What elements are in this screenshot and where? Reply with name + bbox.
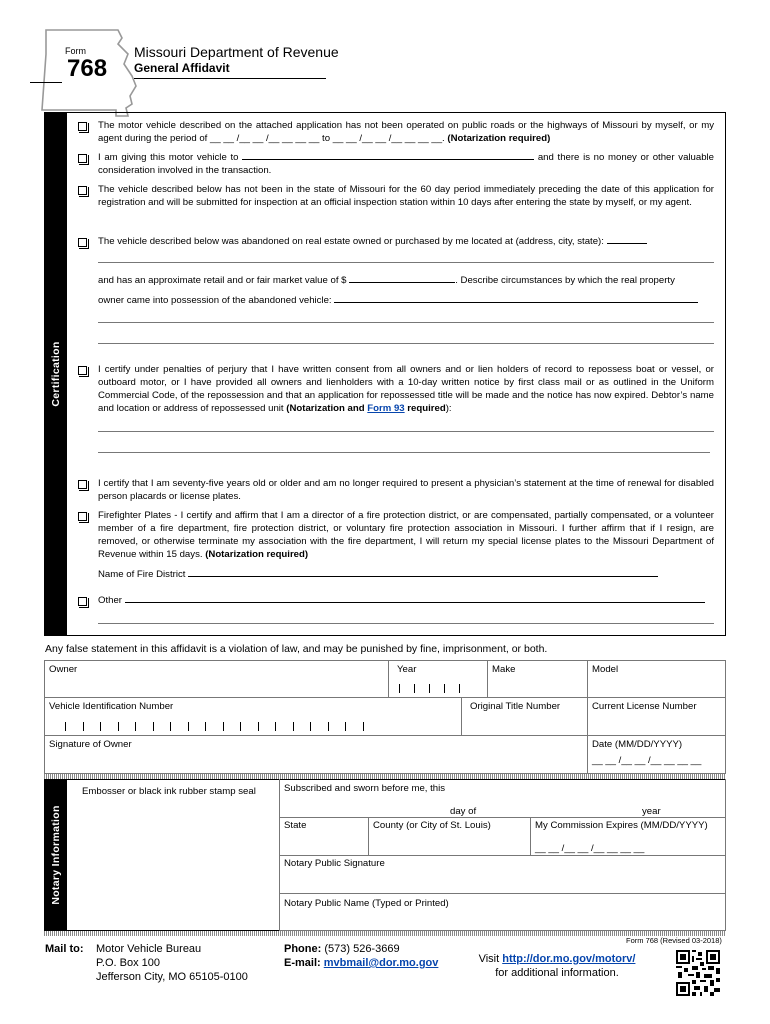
certification-band [44, 112, 67, 636]
fire-district-label: Name of Fire District [98, 569, 186, 580]
item-not-operated [98, 119, 714, 145]
circumstances-line-1[interactable] [98, 322, 714, 323]
fire-district-field[interactable] [188, 568, 658, 577]
market-value-field[interactable] [349, 274, 455, 283]
visit-label: Visit [478, 953, 500, 965]
contact-info [284, 942, 438, 970]
owner-text: owner came into possession of the abandoned vehicle: [98, 295, 332, 306]
owner-signature-cell[interactable] [44, 735, 588, 774]
false-statement-warning: Any false statement in this affidavit is a violation of law, and may be punished by fine, imprisonment, or both. [45, 643, 548, 655]
current-license-label: Current License Number [592, 701, 697, 712]
checkbox-seventy-five[interactable] [78, 480, 87, 489]
item-gift-text-b: and there is no money or other valuable consideration involved in the transaction. [98, 152, 715, 176]
vin-label: Vehicle Identification Number [49, 701, 174, 712]
item-repossession-text: I certify under penalties of perjury that I have written consent from all owners and or lien holders of record to repossess boat or vessel, or outboard motor, or I have provided all owners and lienholders with a 10-day written notice by first class mail or as outlined in the Uniform Commercial Code, of the repossession and that an application for repossessed title will be made and the notice has now expired. Debtor’s name and location or address of repossessed unit [98, 364, 714, 414]
checkbox-repossession[interactable] [78, 366, 87, 375]
form-title: General Affidavit [134, 61, 230, 75]
checkbox-not-operated[interactable] [78, 122, 87, 131]
checkbox-other[interactable] [78, 597, 87, 606]
other-row [98, 594, 714, 607]
repossession-note-b: required [407, 403, 446, 414]
owner-label: Owner [49, 664, 78, 675]
item-gift-text-a: I am giving this motor vehicle to [98, 152, 239, 163]
item-seventy-five: I certify that I am seventy-five years old or older and am no longer required to present a physician’s statement at the time of renewal for disabled person placards or license plates. [98, 478, 714, 502]
item-not-operated-text: The motor vehicle described on the attached application has not been operated on public roads or the highways of Missouri by myself, or my agent during the period of __ __ /__ __ /__ __ __ __ to __ __ /__ __ /__ __ __ __. [98, 120, 714, 144]
checkbox-firefighter[interactable] [78, 512, 87, 521]
other-line[interactable] [98, 623, 714, 624]
state-cell[interactable] [279, 817, 369, 856]
subscribed-label: Subscribed and sworn before me, this [284, 783, 446, 794]
value-text-a: and has an approximate retail and or fair market value of $ [98, 275, 347, 286]
model-label: Model [592, 664, 619, 675]
form-label: Form [65, 46, 86, 56]
item-abandoned-text: The vehicle described below was abandoned on real estate owned or purchased by me located at (address, city, state): [98, 236, 604, 247]
date-label: Date (MM/DD/YYYY) [592, 739, 683, 750]
vin-cell[interactable] [44, 697, 462, 736]
address-line-2: P.O. Box 100 [96, 957, 161, 969]
notary-label: Notary Information [49, 805, 62, 905]
title-rule [134, 78, 326, 79]
day-of-label: day of [450, 806, 477, 817]
original-title-cell[interactable] [461, 697, 588, 736]
item-firefighter [98, 509, 714, 561]
seal-label: Embosser or black ink rubber stamp seal [82, 786, 256, 797]
firefighter-notarization-note: (Notarization required) [205, 549, 309, 560]
qr-code-icon[interactable] [676, 950, 720, 996]
recipient-field[interactable] [242, 151, 534, 160]
additional-info: for additional information. [495, 967, 619, 979]
checkbox-out-of-state[interactable] [78, 186, 87, 195]
repossession-tail: ): [445, 403, 452, 414]
debtor-line-2[interactable] [98, 452, 710, 453]
footer-divider [44, 931, 726, 936]
owner-signature-label: Signature of Owner [49, 739, 132, 750]
item-gift [98, 151, 714, 177]
county-cell[interactable] [368, 817, 531, 856]
email-label: E-mail: [284, 957, 321, 969]
address-line-3: Jefferson City, MO 65105-0100 [96, 971, 248, 983]
phone-label: Phone: [284, 943, 322, 955]
date-cell[interactable] [587, 735, 726, 774]
year-cell[interactable] [388, 660, 488, 698]
website-info [474, 952, 640, 980]
notarization-required-note: (Notarization required) [447, 133, 551, 144]
year-label: year [642, 806, 661, 817]
notary-band [44, 779, 67, 931]
phone-number: (573) 526-3669 [324, 943, 400, 955]
website-link[interactable]: http://dor.mo.gov/motorv/ [502, 953, 636, 965]
subscribed-cell[interactable] [279, 779, 726, 818]
notary-signature-label: Notary Public Signature [284, 858, 385, 869]
item-repossession [98, 363, 714, 415]
checkbox-gift[interactable] [78, 154, 87, 163]
year-label: Year [397, 664, 417, 675]
other-field[interactable] [125, 594, 705, 603]
repossession-note-a: (Notarization and [286, 403, 365, 414]
make-cell[interactable] [487, 660, 588, 698]
checkbox-abandoned[interactable] [78, 238, 87, 247]
owner-cell[interactable] [44, 660, 389, 698]
item-firefighter-text: Firefighter Plates - I certify and affirm that I am a director of a fire protection district, or are compensated, partially compensated, or a volunteer member of a fire department, fire protection district, or voluntary fire protection association in Missouri. I further affirm that if I resign, are removed, or otherwise terminate my association with the fire department, I will return my special license plates to the Missouri Department of Revenue within 15 days. [98, 510, 714, 560]
debtor-line-1[interactable] [98, 431, 714, 432]
commission-label: My Commission Expires (MM/DD/YYYY) [535, 820, 708, 831]
year-ticks [399, 684, 460, 693]
item-abandoned [98, 235, 714, 248]
certification-label: Certification [49, 341, 62, 407]
current-license-cell[interactable] [587, 697, 726, 736]
department-name: Missouri Department of Revenue [134, 44, 339, 60]
email-link[interactable]: mvbmail@dor.mo.gov [323, 957, 439, 969]
notary-name-label: Notary Public Name (Typed or Printed) [284, 898, 449, 909]
fire-district-row [98, 568, 714, 581]
other-label: Other [98, 595, 122, 606]
state-label: State [284, 820, 307, 831]
circumstances-field[interactable] [334, 294, 698, 303]
header-rule [30, 82, 62, 83]
revision-label: Form 768 (Revised 03-2018) [626, 936, 722, 945]
mail-to-label: Mail to: [45, 943, 84, 955]
item-abandoned-value [98, 274, 714, 287]
original-title-label: Original Title Number [470, 701, 561, 712]
commission-cell[interactable] [530, 817, 726, 856]
circumstances-line-2[interactable] [98, 343, 714, 344]
value-text-b: . Describe circumstances by which the real property [455, 275, 675, 286]
make-label: Make [492, 664, 516, 675]
item-abandoned-owner [98, 294, 714, 307]
mailing-address [96, 942, 248, 984]
vin-ticks [65, 722, 364, 731]
form-number: 768 [67, 55, 108, 82]
commission-blank: __ __ /__ __ /__ __ __ __ [535, 843, 645, 854]
address-line-1: Motor Vehicle Bureau [96, 943, 202, 955]
county-label: County (or City of St. Louis) [373, 820, 491, 831]
date-blank: __ __ /__ __ /__ __ __ __ [592, 755, 702, 766]
item-out-of-state: The vehicle described below has not been in the state of Missouri for the 60 day period immediately preceding the date of this application for registration and will be submitted for inspection at an official inspection station within 10 days after entering the state by myself, or my agent. [98, 184, 714, 208]
abandoned-address-line[interactable] [98, 262, 714, 263]
vehicle-table [44, 660, 726, 774]
abandoned-address-field[interactable] [607, 235, 647, 244]
model-cell[interactable] [587, 660, 726, 698]
form-93-link[interactable]: Form 93 [367, 403, 405, 414]
notary-name-cell[interactable] [279, 893, 726, 931]
notary-signature-cell[interactable] [279, 855, 726, 894]
